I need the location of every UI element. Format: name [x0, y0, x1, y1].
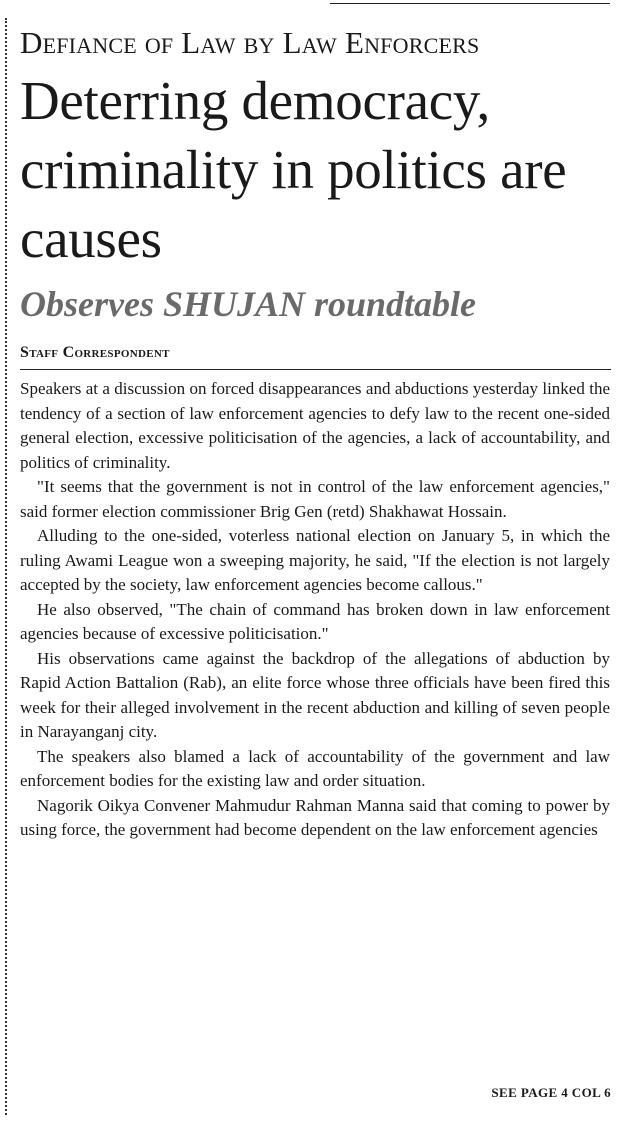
subheadline: Observes SHUJAN roundtable — [20, 284, 477, 324]
continuation-note: SEE PAGE 4 COL 6 — [491, 1085, 611, 1100]
byline: Staff Correspondent — [20, 344, 170, 361]
article-paragraph: Speakers at a discussion on forced disappearances and abductions yesterday linked the tendency of a section of law enforcement agencies to defy law to the recent one-sided general election, excessive politicisation of the agencies, a lack of accountability, and politics of criminality. — [20, 379, 610, 472]
kicker: Defiance of Law by Law Enforcers — [20, 25, 480, 60]
byline-rule — [20, 369, 611, 370]
article-paragraph: Alluding to the one-sided, voterless national election on January 5, in which the ruling Awami League won a sweeping majority, he said, "If the election is not largely accepted by the society, law enforcement agencies become callous." — [20, 526, 610, 594]
top-rule — [330, 3, 610, 4]
article-paragraph: "It seems that the government is not in control of the law enforcement agencies," said former election commissioner Brig Gen (retd) Shakhawat Hossain. — [20, 477, 610, 521]
headline: Deterring democracy, criminality in politics are causes — [20, 70, 567, 269]
article-paragraph: The speakers also blamed a lack of accountability of the government and law enforcement bodies for the existing law and order situation. — [20, 746, 610, 790]
article-body — [20, 377, 610, 843]
article-paragraph: He also observed, "The chain of command has broken down in law enforcement agencies because of excessive politicisation." — [20, 599, 610, 643]
article-paragraph: His observations came against the backdrop of the allegations of abduction by Rapid Action Battalion (Rab), an elite force whose three officials have been fired this week for their alleged involvement in the recent abduction and killing of seven people in Narayanganj city. — [20, 648, 610, 741]
article-paragraph: Nagorik Oikya Convener Mahmudur Rahman Manna said that coming to power by using force, the government had become dependent on the law enforcement agencies — [20, 795, 610, 839]
column-dotted-rule — [5, 18, 7, 1115]
